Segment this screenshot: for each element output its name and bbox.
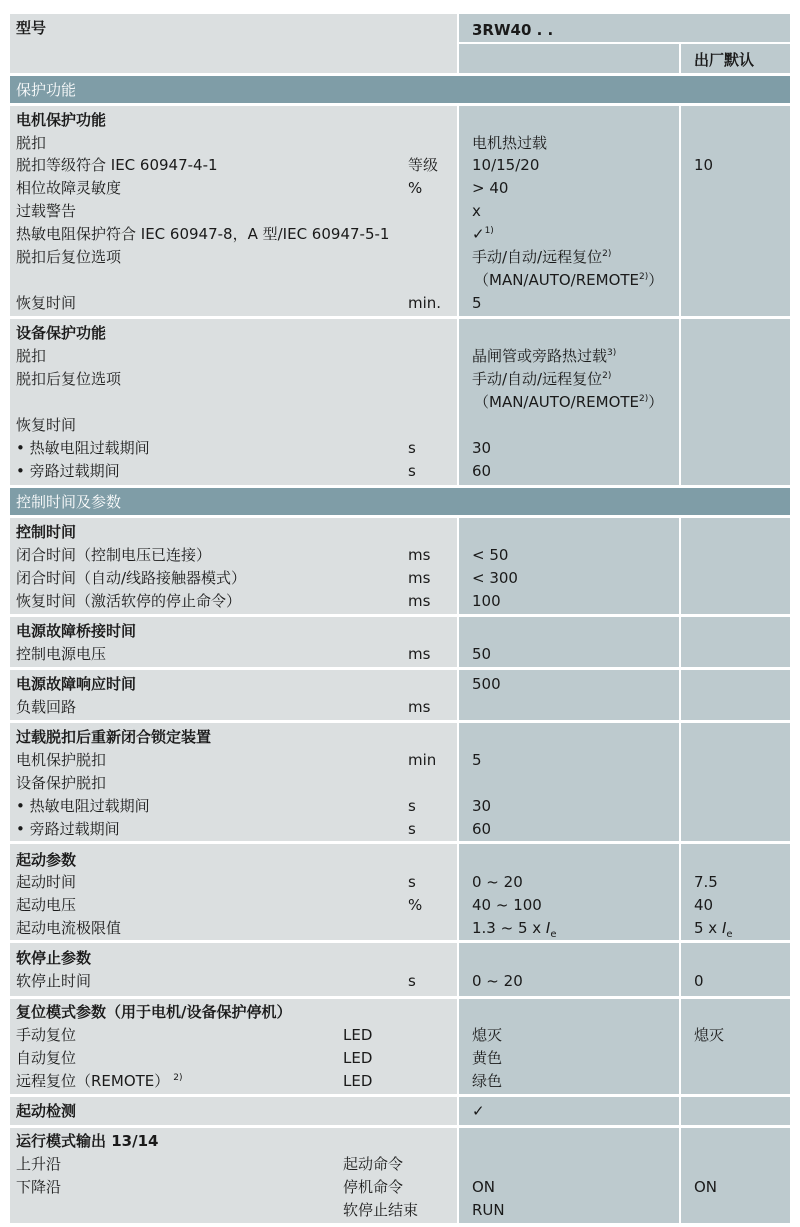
group-device-protection-right: [681, 319, 790, 485]
row-value: 手动/自动/远程复位$^{2)}$: [472, 248, 612, 266]
row-label: 恢复时间: [16, 416, 77, 434]
group-run-output-right: [681, 1128, 790, 1223]
row-unit: LED: [343, 1049, 373, 1067]
row-value: ✓$^{1)}$: [472, 225, 494, 243]
row-value: 熄灭: [472, 1026, 503, 1044]
row-value: 100: [472, 592, 501, 610]
group-start-detect-left: [10, 1097, 457, 1125]
row-default: 熄灭: [694, 1026, 725, 1044]
group-title: 起动检测: [16, 1102, 77, 1120]
row-label: 电机保护脱扣: [16, 751, 107, 769]
row-unit: min: [408, 751, 437, 769]
group-title: 电源故障桥接时间: [16, 622, 137, 640]
group-lockout-mid: [459, 723, 679, 841]
row-unit: LED: [343, 1026, 373, 1044]
row-value: 50: [472, 645, 492, 663]
row-label: 恢复时间: [16, 294, 77, 312]
row-value: 1.3 ~ 5 x $I_e$: [472, 919, 557, 940]
row-label: 起动电流极限值: [16, 919, 122, 937]
row-label: • 热敏电阻过载期间: [16, 439, 150, 457]
row-value: 电机热过载: [472, 134, 548, 152]
header-model-label: 型号: [16, 19, 47, 37]
row-unit: min.: [408, 294, 442, 312]
row-value: ON: [472, 1178, 496, 1196]
check-mark-icon: ✓: [472, 225, 485, 243]
row-label: 起动时间: [16, 873, 77, 891]
row-label: 闭合时间（控制电压已连接）: [16, 546, 212, 564]
group-reset-mode-right: [681, 999, 790, 1094]
row-default: 10: [694, 156, 714, 174]
group-bridging-mid: [459, 617, 679, 667]
row-unit: 软停止结束: [343, 1201, 419, 1219]
row-value: 30: [472, 439, 492, 457]
row-unit: ms: [408, 645, 431, 663]
row-label: 起动电压: [16, 896, 77, 914]
group-title: 电源故障响应时间: [16, 675, 137, 693]
row-default: 7.5: [694, 873, 718, 891]
row-label: • 旁路过载期间: [16, 820, 120, 838]
row-value: 40 ~ 100: [472, 896, 542, 914]
check-mark-icon: ✓: [472, 1102, 485, 1120]
row-value: x: [472, 202, 481, 220]
row-default: 40: [694, 896, 714, 914]
row-value-line2: （MAN/AUTO/REMOTE$^{2)}$）: [474, 393, 664, 411]
group-title: 起动参数: [16, 851, 77, 869]
row-label: 远程复位（REMOTE） $^{2)}$: [16, 1072, 183, 1090]
row-value: 0 ~ 20: [472, 873, 523, 891]
group-title: 设备保护功能: [16, 324, 107, 342]
section-bar-control: [10, 488, 790, 515]
group-title: 软停止参数: [16, 949, 92, 967]
row-unit: ms: [408, 569, 431, 587]
header-model-label-cell: [10, 14, 457, 73]
row-unit: 等级: [408, 156, 439, 174]
row-label: 负载回路: [16, 698, 77, 716]
row-label: 恢复时间（激活软停的停止命令）: [16, 592, 242, 610]
row-value: 0 ~ 20: [472, 972, 523, 990]
row-unit: s: [408, 439, 416, 457]
row-value: 5: [472, 751, 482, 769]
row-unit: s: [408, 797, 416, 815]
group-bridging-right: [681, 617, 790, 667]
row-value-line2: （MAN/AUTO/REMOTE$^{2)}$）: [474, 271, 664, 289]
row-label: 自动复位: [16, 1049, 77, 1067]
group-title: 过载脱扣后重新闭合锁定装置: [16, 728, 212, 746]
row-label: 软停止时间: [16, 972, 92, 990]
row-value: 绿色: [472, 1072, 503, 1090]
row-label: • 热敏电阻过载期间: [16, 797, 150, 815]
row-label: • 旁路过载期间: [16, 462, 120, 480]
row-label: 脱扣: [16, 134, 47, 152]
row-unit: 停机命令: [343, 1178, 404, 1196]
row-unit: ms: [408, 546, 431, 564]
row-value: 手动/自动/远程复位$^{2)}$: [472, 370, 612, 388]
row-unit: s: [408, 462, 416, 480]
group-start-detect-right: [681, 1097, 790, 1125]
group-start-detect-mid: [459, 1097, 679, 1125]
header-default-label: 出厂默认: [694, 51, 755, 69]
section-bar-protection: [10, 76, 790, 103]
group-motor-protection-right: [681, 106, 790, 316]
row-default: ON: [694, 1178, 718, 1196]
header-blank-cell: [459, 44, 679, 73]
row-label: 脱扣后复位选项: [16, 248, 122, 266]
group-response-right: [681, 670, 790, 720]
row-unit: %: [408, 179, 423, 197]
row-label: 脱扣后复位选项: [16, 370, 122, 388]
row-value: 5: [472, 294, 482, 312]
row-unit: %: [408, 896, 423, 914]
row-label: 脱扣: [16, 347, 47, 365]
group-title: 电机保护功能: [16, 111, 107, 129]
row-value: 10/15/20: [472, 156, 540, 174]
row-value: > 40: [472, 179, 509, 197]
row-label: 控制电源电压: [16, 645, 107, 663]
row-label: 设备保护脱扣: [16, 774, 107, 792]
group-control-time-right: [681, 518, 790, 614]
group-title-value: 500: [472, 675, 501, 693]
row-label: 上升沿: [16, 1155, 62, 1173]
row-unit: s: [408, 873, 416, 891]
row-value: < 50: [472, 546, 509, 564]
row-default: 5 x $I_e$: [694, 919, 733, 940]
row-label: 相位故障灵敏度: [16, 179, 122, 197]
row-label: 脱扣等级符合 IEC 60947-4-1: [16, 156, 218, 174]
group-lockout-right: [681, 723, 790, 841]
row-label: 下降沿: [16, 1178, 62, 1196]
section-title-control: 控制时间及参数: [16, 493, 122, 511]
row-unit: s: [408, 820, 416, 838]
row-label: 手动复位: [16, 1026, 77, 1044]
row-label: 热敏电阻保护符合 IEC 60947-8，A 型/IEC 60947-5-1: [16, 225, 390, 243]
row-unit: ms: [408, 592, 431, 610]
row-value: 晶闸管或旁路热过载$^{3)}$: [472, 347, 617, 365]
row-unit: s: [408, 972, 416, 990]
row-value: 60: [472, 820, 492, 838]
group-motor-protection-left: [10, 106, 457, 316]
group-title: 控制时间: [16, 523, 77, 541]
row-label: 闭合时间（自动/线路接触器模式）: [16, 569, 247, 587]
row-value: 60: [472, 462, 492, 480]
row-label: 过载警告: [16, 202, 77, 220]
row-unit: ms: [408, 698, 431, 716]
header-model-value: 3RW40 . .: [472, 21, 554, 39]
group-device-protection-left: [10, 319, 457, 485]
row-value: 黄色: [472, 1049, 503, 1067]
row-value: RUN: [472, 1201, 505, 1219]
row-unit: 起动命令: [343, 1155, 404, 1173]
row-default: 0: [694, 972, 704, 990]
section-title-protection: 保护功能: [16, 81, 77, 99]
group-title: 运行模式输出 13/14: [16, 1132, 159, 1150]
row-unit: LED: [343, 1072, 373, 1090]
group-title: 复位模式参数（用于电机/设备保护停机）: [16, 1003, 292, 1021]
row-value: 30: [472, 797, 492, 815]
row-value: < 300: [472, 569, 518, 587]
